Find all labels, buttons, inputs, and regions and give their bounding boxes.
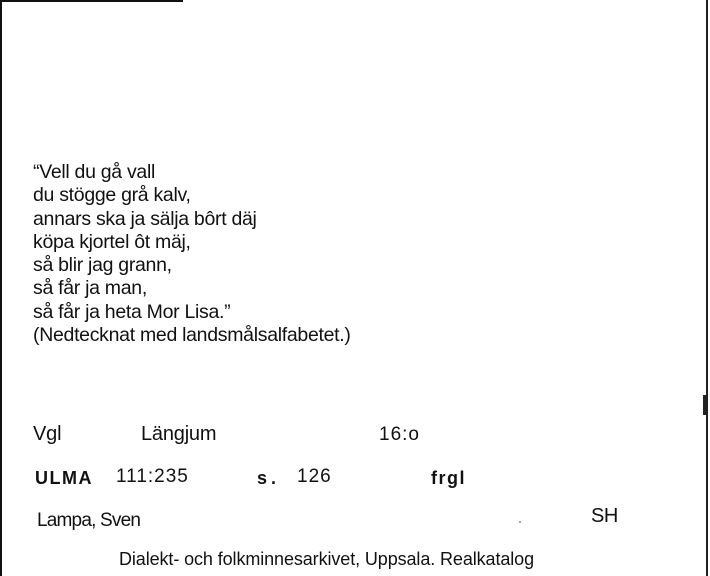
verse-line: annars ska ja sälja bôrt däj [33, 207, 257, 230]
verse-line: så får ja man, [33, 277, 147, 300]
card-top-edge [0, 0, 183, 2]
verse-text [33, 161, 351, 347]
informant-name: Lampa, Sven [37, 510, 141, 531]
card-right-edge-mark [703, 395, 708, 415]
verse-note: (Nedtecknat med landsmålsalfabetet.) [33, 324, 351, 347]
verse-line: “Vell du gå vall [33, 161, 156, 183]
parish-label: Längjum [141, 423, 217, 445]
card-right-edge [706, 0, 708, 576]
category-code: frgl [431, 468, 466, 488]
verse-line: köpa kjortel ôt mäj, [33, 230, 191, 253]
card-left-edge [0, 0, 2, 576]
specks [519, 521, 521, 523]
collection-label: ULMA [35, 468, 93, 488]
page-label: s. [257, 468, 281, 488]
verse-line: du stögge grå kalv, [33, 184, 191, 207]
verse-line: så får ja heta Mor Lisa.” [33, 300, 231, 323]
verse-line: så blir jag grann, [33, 254, 172, 277]
archive-footer: Dialekt- och folkminnesarkivet, Uppsala. Realkatalog [119, 549, 534, 569]
location-code: 16:o [379, 424, 420, 445]
recorder-initials: SH [591, 505, 618, 527]
page-number: 126 [297, 466, 332, 487]
province-label: Vgl [33, 423, 62, 445]
record-number: 111:235 [116, 466, 189, 487]
